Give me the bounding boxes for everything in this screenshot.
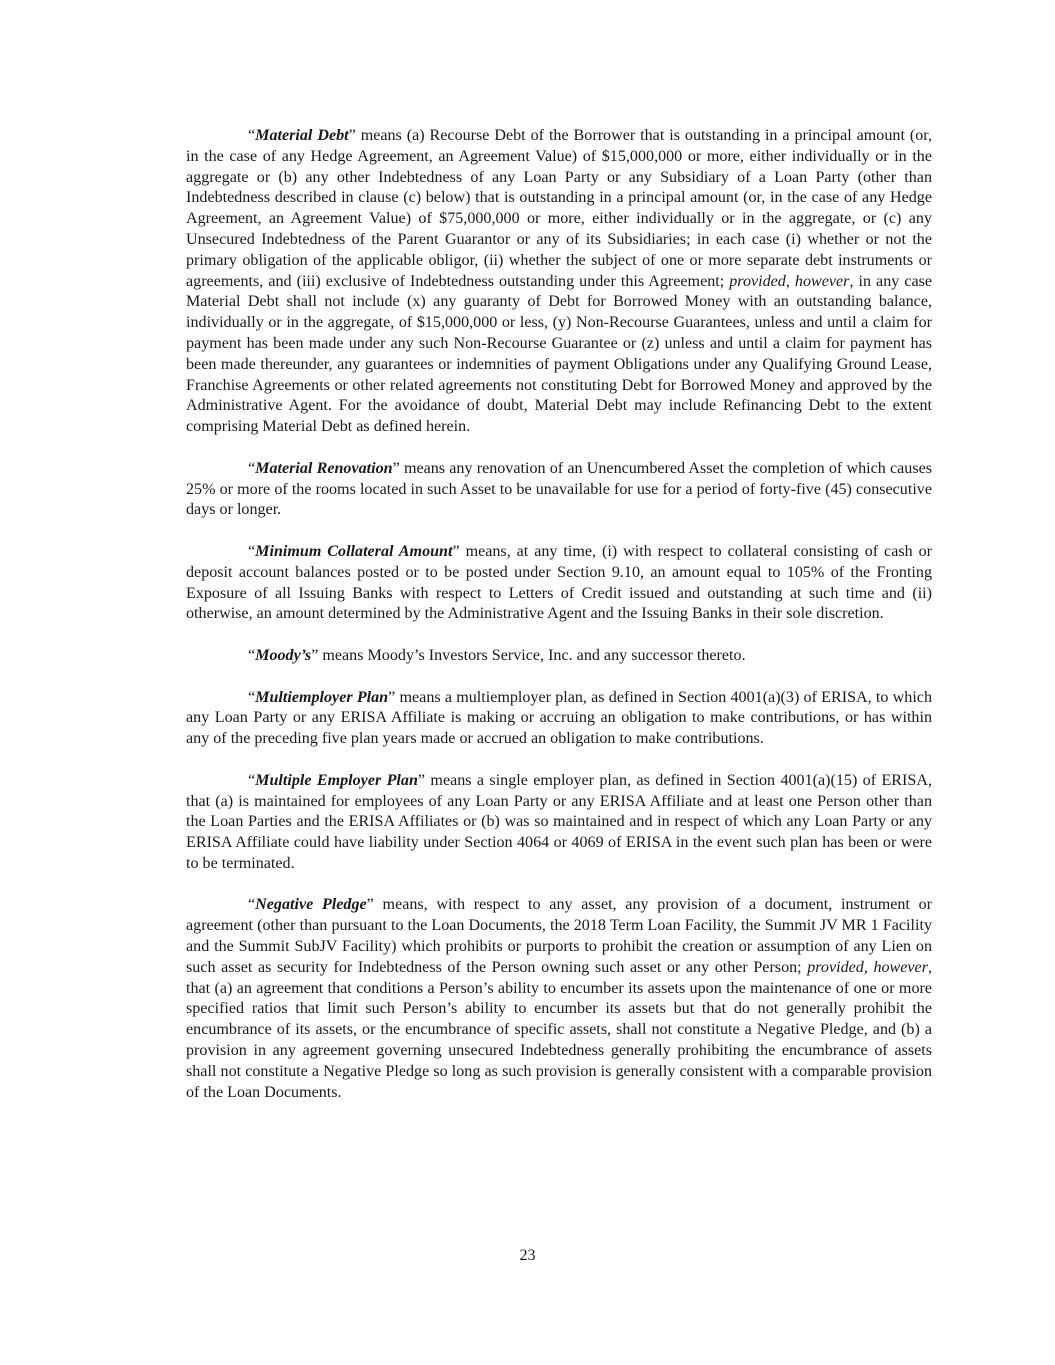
defined-term-text: Minimum Collateral Amount <box>255 542 453 560</box>
defined-term <box>255 772 418 789</box>
definition-paragraph <box>186 688 932 750</box>
emphasis-text: however <box>794 272 850 290</box>
defined-term <box>255 689 388 706</box>
defined-term <box>255 460 392 477</box>
definition-paragraph <box>186 771 932 875</box>
definition-paragraph <box>186 895 932 1103</box>
definition-text: , in any case Material Debt shall not include (x) any guaranty of Debt for Borrowed Money with an outstanding balance, individually or in the aggregate, of $15,000,000 or less, (y) Non-Recourse Guarantees, unless and until a claim for payment has been made under any such Non-Recourse Guarantee or (z) unless and until a claim for payment has been made thereunder, any guarantees or indemnities of payment Obligations under any Qualifying Ground Lease, Franchise Agreements or other related agreements not constituting Debt for Borrowed Money and approved by the Administrative Agent. For the avoidance of doubt, Material Debt may include Refinancing Debt to the extent comprising Material Debt as defined herein. <box>186 272 933 436</box>
defined-term <box>255 543 452 560</box>
definition-text: ” means a single employer plan, as defined in Section 4001(a)(15) of ERISA, that (a) is maintained for employees of any Loan Party or any ERISA Affiliate and at least one Person other than the Loan Parties and the ERISA Affiliates or (b) was so maintained and in respect of which any Loan Party or any ERISA Affiliate could have liability under Section 4064 or 4069 of ERISA in the event such plan has been or were to be terminated. <box>186 771 932 872</box>
definition-paragraph <box>186 459 932 521</box>
definition-text: ” means (a) Recourse Debt of the Borrower that is outstanding in a principal amount (or, in the case of any Hedge Agreement, an Agreement Value) of $15,000,000 or more, either individually or in the aggregate or (b) any other Indebtedness of any Loan Party or any Subsidiary of a Loan Party (other than Indebtedness described in clause (c) below) that is outstanding in a principal amount (or, in the case of any Hedge Agreement, an Agreement Value) of $75,000,000 or more, either individually or in the aggregate, or (c) any Unsecured Indebtedness of the Parent Guarantor or any of its Subsidiaries; in each case (i) whether or not the primary obligation of the applicable obligor, (ii) whether the subject of one or more separate debt instruments or agreements, and (iii) exclusive of Indebtedness outstanding under this Agreement; <box>186 127 933 290</box>
definition-text: ” means, at any time, (i) with respect to collateral consisting of cash or deposit account balances posted or to be posted under Section 9.10, an amount equal to 105% of the Fronting Exposure of all Issuing Banks with respect to Letters of Credit issued and outstanding at such time and (ii) otherwise, an amount determined by the Administrative Agent and the Issuing Banks in their sole discretion. <box>186 542 932 623</box>
definition-text: ” means any renovation of an Unencumbered Asset the completion of which causes 25% or more of the rooms located in such Asset to be unavailable for use for a period of forty-five (45) consecutive days or longer. <box>186 459 932 519</box>
document-body <box>186 126 932 1124</box>
definition-text: , <box>785 272 795 290</box>
open-quote: “ <box>248 127 256 144</box>
defined-term-text: Negative Pledge <box>255 896 367 914</box>
open-quote: “ <box>248 459 256 477</box>
open-quote: “ <box>248 542 256 560</box>
definition-paragraph <box>186 646 932 667</box>
definition-text: ” means, with respect to any asset, any provision of a document, instrument or agreement (other than pursuant to the Loan Documents, the 2018 Term Loan Facility, the Summit JV MR 1 Facility and the Summit SubJV Facility) which prohibits or purports to prohibit the creation or assumption of any Lien on such asset as security for Indebtedness of the Person owning such asset or any other Person; <box>186 896 933 976</box>
open-quote: “ <box>248 688 256 706</box>
emphasis-text: provided, however <box>807 958 928 976</box>
defined-term <box>255 127 348 144</box>
definition-text: , that (a) an agreement that conditions a Person’s ability to encumber its assets upon the maintenance of one or more specified ratios that limit such Person’s ability to encumber its assets but that do not generally prohibit the encumbrance of its assets, or the encumbrance of specific assets, shall not constitute a Negative Pledge, and (b) a provision in any agreement governing unsecured Indebtedness generally prohibiting the encumbrance of assets shall not constitute a Negative Pledge so long as such provision is generally consistent with a comparable provision of the Loan Documents. <box>186 958 932 1101</box>
defined-term-text: Multiple Employer Plan <box>255 771 418 789</box>
defined-term <box>255 896 367 913</box>
defined-term-text: Material Renovation <box>255 459 393 477</box>
emphasis-text: provided <box>729 272 786 290</box>
page-number: 23 <box>519 1247 536 1264</box>
definition-paragraph <box>186 126 932 438</box>
defined-term-text: Material Debt <box>255 127 349 144</box>
definition-text: ” means Moody’s Investors Service, Inc. and any successor thereto. <box>311 646 746 664</box>
open-quote: “ <box>248 896 256 914</box>
defined-term-text: Multiemployer Plan <box>255 688 389 706</box>
open-quote: “ <box>248 771 256 789</box>
open-quote: “ <box>248 646 256 664</box>
definition-paragraph <box>186 542 932 625</box>
defined-term <box>255 647 311 664</box>
definition-text: ” means a multiemployer plan, as defined in Section 4001(a)(3) of ERISA, to which any Loan Party or any ERISA Affiliate is making or accruing an obligation to make contributions, or has within any of the preceding five plan years made or accrued an obligation to make contributions. <box>186 688 932 748</box>
defined-term-text: Moody’s <box>255 646 312 664</box>
